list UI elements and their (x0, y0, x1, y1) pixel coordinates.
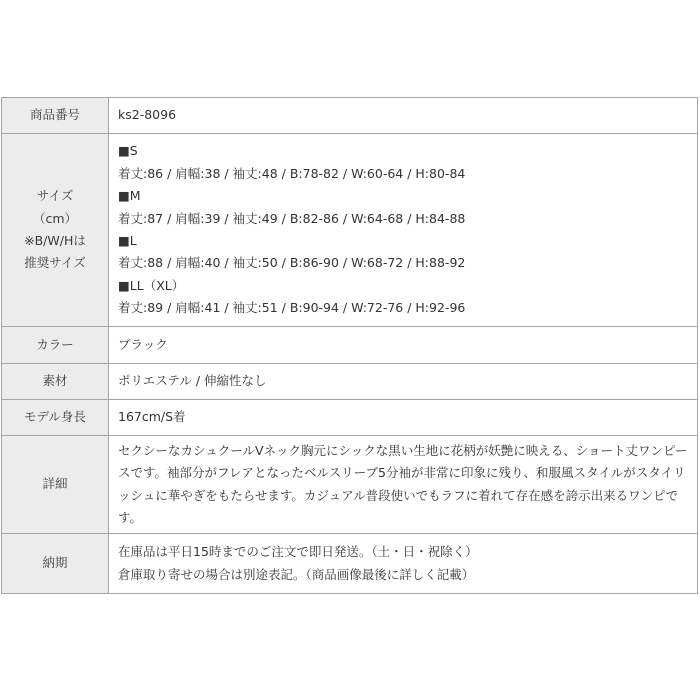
delivery-stock-note: 在庫品は平日15時までのご注文で即日発送。（土・日・祝除く） (118, 544, 478, 559)
model-height-value: 167cm/S着 (109, 400, 698, 436)
size-measures-s: 着丈:86 / 肩幅:38 / 袖丈:48 / B:78-82 / W:60-64 / H:80-84 (118, 165, 466, 181)
size-measures-ll: 着丈:89 / 肩幅:41 / 袖丈:51 / B:90-94 / W:72-76 / H:92-96 (118, 300, 466, 316)
size-value (109, 134, 698, 327)
spec-row-color (2, 327, 698, 364)
product-code-value: ks2-8096 (109, 98, 698, 134)
size-label (2, 134, 109, 327)
size-label-unit: （cm） (32, 210, 78, 226)
size-name-l: ■L (118, 233, 137, 248)
model-height-label: モデル身長 (2, 400, 109, 436)
delivery-warehouse-note: 倉庫取り寄せの場合は別途表記。（商品画像最後に詳しく記載） (118, 566, 475, 582)
size-measures-l: 着丈:88 / 肩幅:40 / 袖丈:50 / B:86-90 / W:68-72 / H:88-92 (118, 255, 466, 271)
spec-row-material (2, 364, 698, 400)
size-label-note: ※B/W/Hは (24, 233, 86, 248)
product-spec-table (1, 97, 698, 594)
size-measures-m: 着丈:87 / 肩幅:39 / 袖丈:49 / B:82-86 / W:64-68 / H:84-88 (118, 210, 466, 226)
color-label: カラー (2, 327, 109, 364)
delivery-value (109, 534, 698, 594)
spec-row-delivery (2, 534, 698, 594)
size-name-s: ■S (118, 143, 138, 159)
size-name-m: ■M (118, 188, 141, 204)
size-name-ll: ■LL（XL） (118, 277, 185, 293)
size-label-line: サイズ (36, 188, 74, 204)
spec-row-product-code (2, 98, 698, 134)
spec-row-size (2, 134, 698, 327)
detail-value (109, 436, 698, 534)
color-value: ブラック (109, 327, 698, 364)
size-label-note: 推奨サイズ (24, 255, 86, 271)
material-label: 素材 (2, 364, 109, 400)
detail-label: 詳細 (2, 436, 109, 534)
product-code-label: 商品番号 (2, 98, 109, 134)
delivery-label: 納期 (2, 534, 109, 594)
spec-row-model-height (2, 400, 698, 436)
spec-row-detail (2, 436, 698, 534)
material-value: ポリエステル / 伸縮性なし (109, 364, 698, 400)
detail-text: セクシーなカシュクールVネック胸元にシックな黒い生地に花柄が妖艶に映える、ショート丈ワンピースです。袖部分がフレアとなったベルスリーブ5分袖が非常に印象に残り、和服風スタイルがスタイリッシュに華やぎをもたらせます。カジュアル普段使いでもラフに着れて存在感を誇示出来るワンピです。 (118, 442, 688, 525)
